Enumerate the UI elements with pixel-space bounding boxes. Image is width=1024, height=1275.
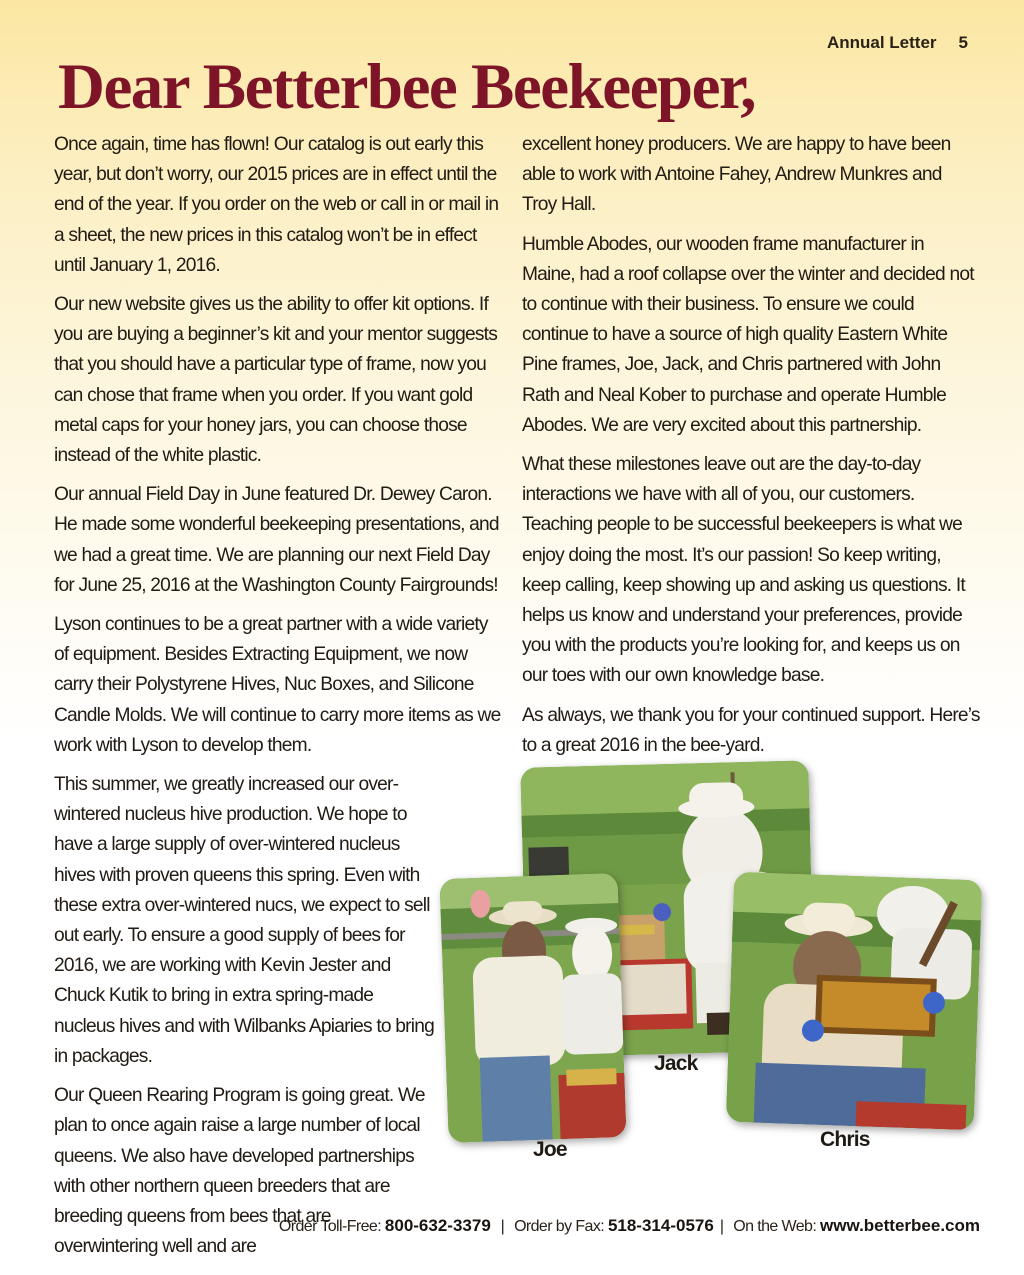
paragraph-humble-abodes: Humble Abodes, our wooden frame manufacturer in Maine, had a roof collapse over the winter and decided not to continue with their business. To ensure we could continue to have a source of high quality Eastern White Pine frames, Joe, Jack, and Chris partnered with John Rath and Neal Kober to purchase and operate Humble Abodes. We are very excited about this partnership.	[522, 233, 974, 436]
page-number: 5	[958, 33, 968, 52]
caption-jack: Jack	[654, 1052, 698, 1075]
website-link[interactable]: www.betterbee.com	[820, 1216, 980, 1235]
left-column	[54, 130, 504, 1271]
paragraph-field-day: Our annual Field Day in June featured Dr. Dewey Caron. He made some wonderful beekeeping presentations, and we had a great time. We are planning our next Field Day for June 25, 2016 at the Washington County Fairgrounds!	[54, 484, 499, 596]
beekeeper-chris-image	[726, 872, 983, 1131]
paragraph-milestones: What these milestones leave out are the day-to-day interactions we have with all of you, our customers. Teaching people to be successful beekeepers is what we enjoy doing the most. It’s our passion! So keep writing, keep calling, keep showing up and asking us questions. It helps us know and understand your preferences, provide you with the products you’re looking for, and keeps us on our toes with our own knowledge base.	[522, 454, 965, 687]
section-label: Annual Letter	[826, 33, 937, 52]
beekeeper-joe-image	[439, 873, 626, 1143]
divider: |	[719, 1218, 724, 1235]
fax-number: 518-314-0576	[607, 1216, 714, 1235]
paragraph-website: Our new website gives us the ability to offer kit options. If you are buying a beginner’s kit and your mentor suggests that you should have a particular type of frame, now you can chose that frame when you order. If you want gold metal caps for your honey jars, you can choose those instead of the white plastic.	[54, 294, 498, 467]
paragraph-lyson: Lyson continues to be a great partner with a wide variety of equipment. Besides Extracting Equipment, we now carry their Polystyrene Hives, Nuc Boxes, and Silicone Candle Molds. We will continue to carry more items as we work with Lyson to develop them.	[54, 614, 501, 756]
paragraph-catalog: Once again, time has flown! Our catalog is out early this year, but don’t worry, our 2015 prices are in effect until the end of the year. If you order on the web or call in or mail in a sheet, the new prices in this catalog won’t be in effect until January 1, 2016.	[54, 134, 499, 276]
photo-joe	[439, 873, 626, 1143]
paragraph-honey-producers: excellent honey producers. We are happy to have been able to work with Antoine Fahey, Andrew Munkres and Troy Hall.	[522, 134, 951, 216]
photo-chris	[726, 872, 983, 1131]
tollfree-label: Order Toll-Free:	[278, 1218, 382, 1235]
web-label: On the Web:	[733, 1218, 817, 1235]
paragraph-thanks: As always, we thank you for your continued support. Here’s to a great 2016 in the bee-yard.	[522, 704, 980, 756]
caption-chris: Chris	[820, 1128, 870, 1151]
divider: |	[500, 1218, 505, 1235]
page-title: Dear Betterbee Beekeeper,	[58, 51, 756, 123]
paragraph-nucleus: This summer, we greatly increased our over-wintered nucleus hive production. We hope to have a large supply of over-wintered nucleus hives with proven queens this spring. Even with these extra over-wintered nucs, we expect to sell out early. To ensure a good supply of bees for 2016, we are working with Kevin Jester and Chuck Kutik to bring in extra spring-made nucleus hives and with Wilbanks Apiaries to bring in packages.	[54, 774, 434, 1067]
footer	[0, 1216, 980, 1236]
tollfree-number: 800-632-3379	[384, 1216, 491, 1235]
paragraph-queen-rearing: Our Queen Rearing Program is going great. We plan to once again raise a large number of local queens. We also have developed partnerships with other northern queen breeders that are breeding queens from bees that are overwintering well and are	[54, 1085, 425, 1258]
running-head	[827, 33, 968, 53]
fax-label: Order by Fax:	[514, 1218, 605, 1235]
right-column	[522, 130, 980, 770]
caption-joe: Joe	[533, 1138, 567, 1161]
